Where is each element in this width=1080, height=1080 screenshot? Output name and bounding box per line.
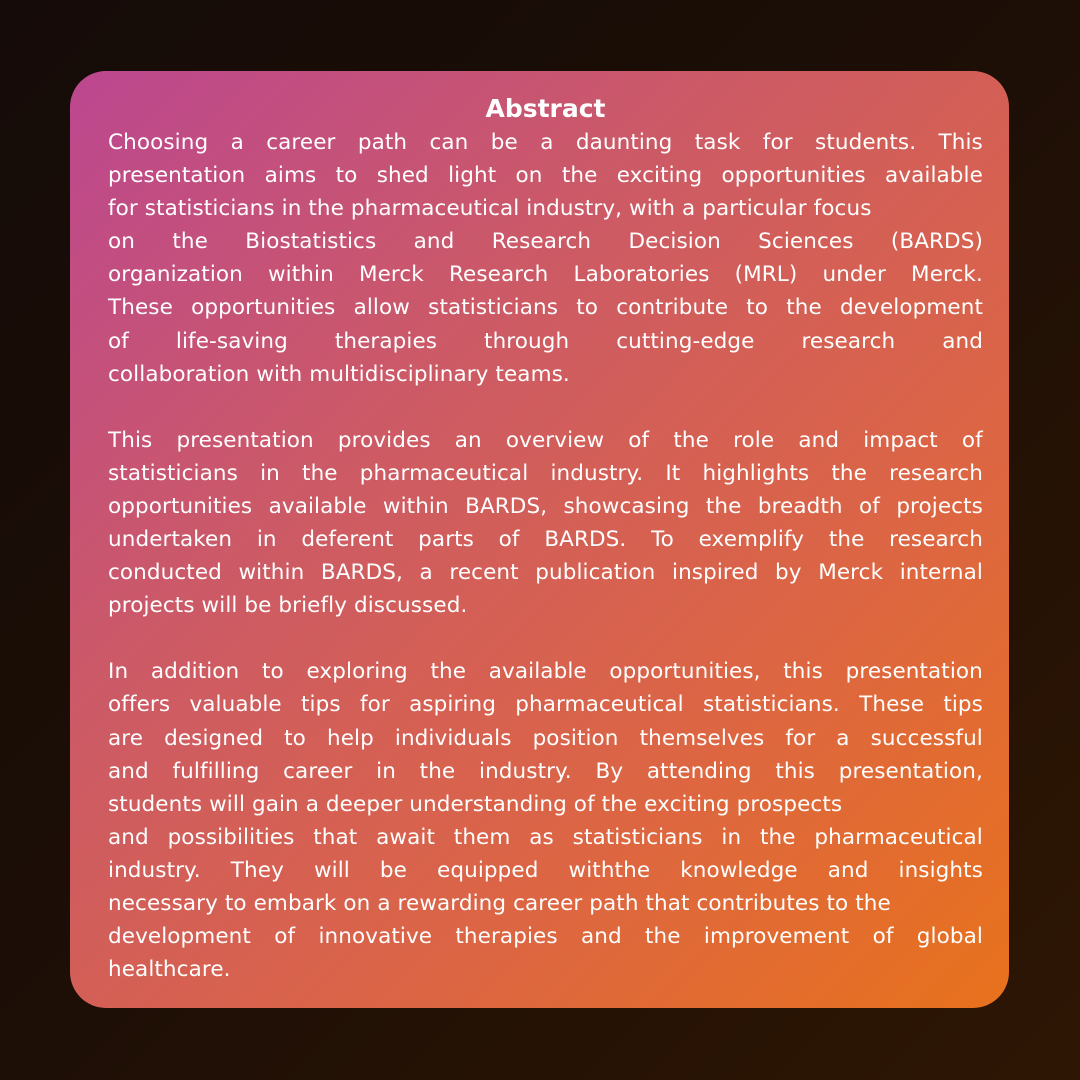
abstract-line: are designed to help individuals position themselves for a successful (108, 725, 983, 751)
abstract-line: and fulfilling career in the industry. By attending this presentation, (108, 758, 983, 784)
abstract-line: and possibilities that await them as statisticians in the pharmaceutical (108, 824, 983, 850)
abstract-line: conducted within BARDS, a recent publication inspired by Merck internal (108, 560, 983, 586)
abstract-line: offers valuable tips for aspiring pharmaceutical statisticians. These tips (108, 692, 983, 718)
abstract-line: students will gain a deeper understanding of the exciting prospects (108, 791, 843, 817)
abstract-line: presentation aims to shed light on the exciting opportunities available (108, 163, 983, 189)
abstract-paragraph (108, 126, 983, 391)
paragraph-gap (108, 622, 983, 655)
abstract-body (108, 126, 983, 986)
abstract-line: projects will be briefly discussed. (108, 593, 468, 619)
abstract-line: Choosing a career path can be a daunting task for students. This (108, 130, 983, 155)
abstract-card (70, 71, 1009, 1008)
abstract-paragraph (108, 424, 983, 623)
abstract-line: industry. They will be equipped withthe knowledge and insights (108, 857, 983, 883)
abstract-line: of life-saving therapies through cutting-edge research and (108, 328, 983, 354)
abstract-line: necessary to embark on a rewarding career path that contributes to the (108, 890, 891, 916)
abstract-line: opportunities available within BARDS, showcasing the breadth of projects (108, 493, 983, 519)
abstract-paragraph (108, 655, 983, 986)
abstract-line: healthcare. (108, 957, 231, 983)
abstract-title: Abstract (485, 94, 606, 123)
abstract-line: organization within Merck Research Laboratories (MRL) under Merck. (108, 262, 983, 288)
abstract-line: In addition to exploring the available opportunities, this presentation (108, 659, 983, 685)
abstract-line: collaboration with multidisciplinary teams. (108, 361, 570, 387)
abstract-line: for statisticians in the pharmaceutical industry, with a particular focus (108, 196, 872, 222)
abstract-line: undertaken in deferent parts of BARDS. To exemplify the research (108, 527, 983, 553)
abstract-line: This presentation provides an overview of the role and impact of (108, 427, 983, 453)
abstract-line: statisticians in the pharmaceutical industry. It highlights the research (108, 460, 983, 486)
abstract-line: on the Biostatistics and Research Decision Sciences (BARDS) (108, 229, 983, 255)
abstract-line: development of innovative therapies and the improvement of global (108, 924, 983, 950)
paragraph-gap (108, 391, 983, 424)
abstract-line: These opportunities allow statisticians to contribute to the development (108, 295, 983, 321)
